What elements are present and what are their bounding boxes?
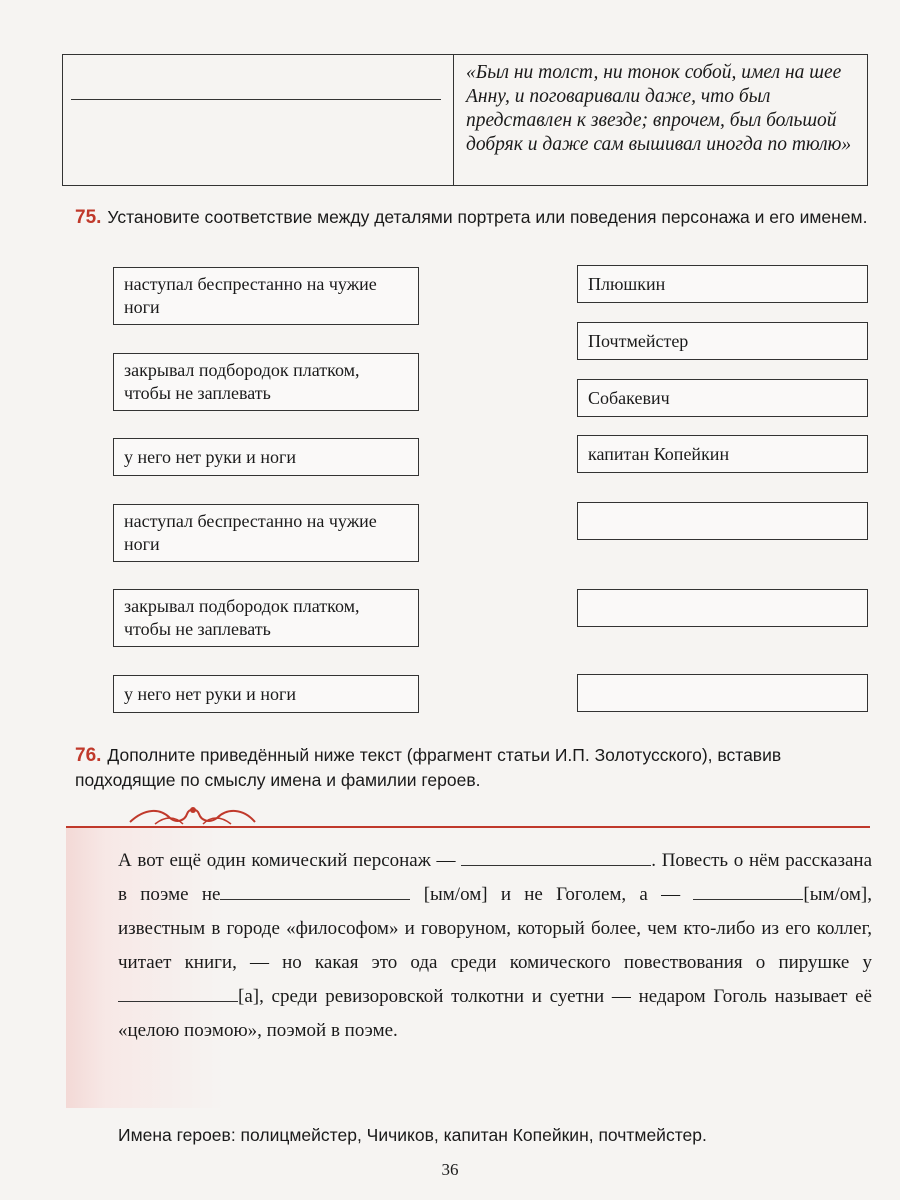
blank-2[interactable] — [220, 881, 410, 900]
fill-in-text — [118, 844, 872, 1048]
right-item-1: Плюшкин — [577, 265, 868, 303]
right-item-7-empty[interactable] — [577, 674, 868, 712]
text-fragment-1: А вот ещё один комический персонаж — — [118, 850, 456, 871]
task-75-number: 75. — [75, 207, 102, 228]
text-fragment-5: [а], среди ревизоровской толкотни и суетни — недаром Гоголь называет её «целою поэмою», поэмой в поэме. — [118, 986, 872, 1041]
quote-cell: «Был ни толст, ни тонок собой, имел на шее Анну, и поговаривали даже, что был представлен к звезде; впрочем, был большой добряк и даже сам вышивал иногда по тюлю» — [466, 62, 852, 155]
left-item-4: наступал беспрестанно на чужие ноги — [113, 504, 419, 562]
right-item-4: капитан Копейкин — [577, 435, 868, 473]
task-75-text: Установите соответствие между деталями портрета или поведения персонажа и его именем. — [107, 207, 868, 227]
text-fragment-3: [ым/ом] и не Гоголем, а — — [423, 884, 681, 905]
task-76-text: Дополните приведённый ниже текст (фрагмент статьи И.П. Золотусского), вставив подходящие по смыслу имена и фамилии героев. — [75, 745, 782, 790]
page-number: 36 — [441, 1160, 459, 1179]
right-item-5-empty[interactable] — [577, 502, 868, 540]
hero-names: Имена героев: полицмейстер, Чичиков, капитан Копейкин, почтмейстер. — [118, 1125, 707, 1145]
right-item-6-empty[interactable] — [577, 589, 868, 627]
left-item-3: у него нет руки и ноги — [113, 438, 419, 476]
left-item-6: у него нет руки и ноги — [113, 675, 419, 713]
task-76 — [75, 743, 870, 792]
task-76-number: 76. — [75, 745, 102, 766]
left-item-5: закрывал подбородок платком, чтобы не заплевать — [113, 589, 419, 647]
red-divider — [66, 826, 870, 828]
right-item-3: Собакевич — [577, 379, 868, 417]
text-fragment-4: [ым/ом], известным в городе «философом» и говоруном, который более, чем кто-либо из его коллег, читает книги, — но какая это ода среди комического повествования о пирушке у — [118, 884, 873, 973]
blank-4[interactable] — [118, 983, 238, 1002]
task-75 — [75, 205, 870, 230]
blank-1[interactable] — [461, 847, 651, 866]
text-fragment-2: . Повесть о нём рассказана в поэме не — [118, 850, 873, 905]
left-item-1: наступал беспрестанно на чужие ноги — [113, 267, 419, 325]
top-table — [62, 54, 868, 186]
answer-line — [71, 99, 441, 100]
right-item-2: Почтмейстер — [577, 322, 868, 360]
blank-3[interactable] — [693, 881, 803, 900]
left-item-2: закрывал подбородок платком, чтобы не заплевать — [113, 353, 419, 411]
answer-cell[interactable] — [63, 55, 454, 185]
